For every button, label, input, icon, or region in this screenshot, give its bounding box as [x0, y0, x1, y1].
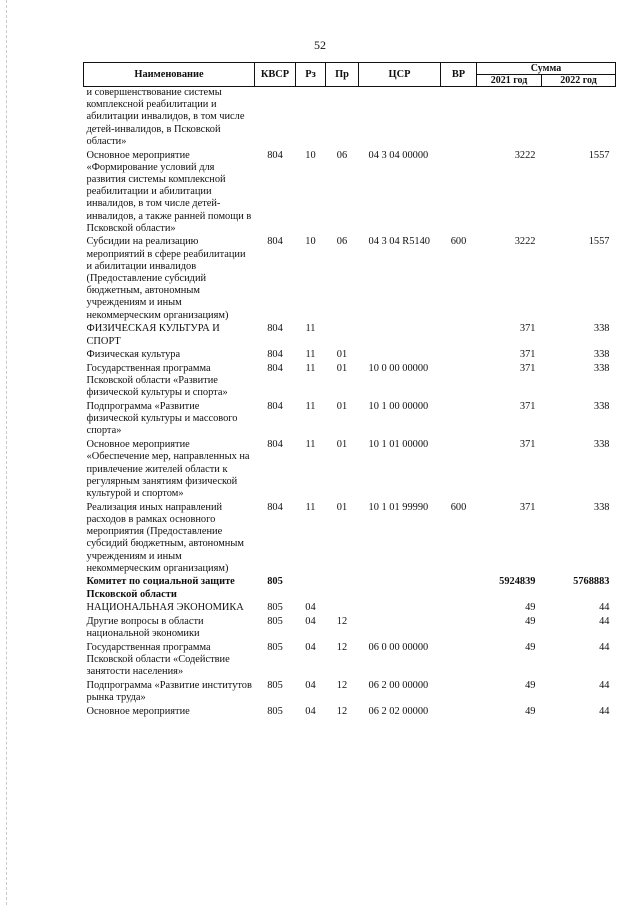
cell-vr — [441, 401, 477, 439]
cell-2021: 371 — [519, 323, 536, 335]
header-csr: ЦСР — [359, 63, 441, 87]
cell-2021: 49 — [525, 705, 536, 717]
cell-csr: 06 2 00 00000 — [368, 680, 429, 692]
cell-csr: 10 1 00 00000 — [368, 401, 429, 413]
cell-2022: 338 — [593, 349, 610, 361]
cell-csr: 06 2 02 00000 — [368, 705, 429, 717]
cell-2022: 44 — [599, 616, 610, 628]
cell-name: Подпрограмма «Развитие физической культуры и массового спорта» — [86, 401, 238, 437]
cell-2022: 338 — [593, 323, 610, 335]
cell-kvsr: 804 — [267, 362, 283, 374]
cell-name: Субсидии на реализацию мероприятий в сфере реабилитации и абилитации инвалидов (Предоставление субсидий бюджетным, автономным учреждениям и иным некоммерческим организациям) — [86, 236, 246, 321]
table-row — [84, 363, 616, 401]
cell-2021: 3222 — [514, 149, 536, 161]
cell-csr — [359, 602, 441, 616]
cell-kvsr: 804 — [267, 323, 283, 335]
cell-name: Основное мероприятие — [86, 705, 190, 717]
cell-csr: 10 1 01 99990 — [368, 501, 429, 513]
cell-csr: 10 0 00 00000 — [368, 362, 429, 374]
cell-rz: 04 — [305, 705, 316, 717]
cell-rz: 11 — [305, 323, 316, 335]
cell-rz — [296, 87, 326, 150]
cell-kvsr: 804 — [267, 149, 283, 161]
header-year-2021: 2021 год — [477, 75, 542, 87]
cell-2022: 338 — [593, 501, 610, 513]
table-row — [84, 616, 616, 642]
cell-kvsr: 804 — [267, 501, 283, 513]
cell-csr — [359, 616, 441, 642]
cell-kvsr: 804 — [267, 401, 283, 413]
cell-vr — [441, 680, 477, 706]
cell-kvsr: 804 — [267, 349, 283, 361]
cell-vr — [441, 363, 477, 401]
cell-pr: 01 — [336, 501, 348, 513]
cell-2021: 49 — [525, 680, 536, 692]
cell-2021: 3222 — [514, 236, 536, 248]
cell-name: Государственная программа Псковской области «Развитие физической культуры и спорта» — [86, 362, 228, 399]
cell-name: и совершенствование системы комплексной реабилитации и абилитации инвалидов, в том числе детей-инвалидов, в Псковской области» — [86, 87, 245, 147]
cell-rz: 10 — [305, 149, 316, 161]
cell-2022 — [542, 87, 616, 150]
header-kvsr: КВСР — [255, 63, 296, 87]
cell-2022: 338 — [593, 401, 610, 413]
header-name: Наименование — [84, 63, 255, 87]
cell-name: НАЦИОНАЛЬНАЯ ЭКОНОМИКА — [86, 602, 244, 614]
cell-2021 — [477, 87, 542, 150]
cell-vr — [441, 150, 477, 237]
cell-kvsr: 805 — [267, 616, 283, 628]
cell-name: Подпрограмма «Развитие институтов рынка труда» — [86, 680, 252, 704]
table-row — [84, 576, 616, 602]
cell-vr — [441, 616, 477, 642]
cell-pr — [326, 323, 359, 349]
cell-pr — [326, 576, 359, 602]
cell-rz: 11 — [305, 501, 316, 513]
cell-pr: 01 — [336, 439, 348, 451]
cell-2021: 371 — [519, 362, 536, 374]
cell-name: ФИЗИЧЕСКАЯ КУЛЬТУРА И СПОРТ — [86, 323, 220, 347]
cell-kvsr: 804 — [267, 439, 283, 451]
table-row — [84, 150, 616, 237]
cell-rz: 04 — [305, 680, 316, 692]
cell-name: Реализация иных направлений расходов в рамках основного мероприятия (Предоставление субсидий бюджетным, автономным учреждениям и иным некоммерческим организациям) — [86, 501, 244, 574]
cell-vr — [441, 576, 477, 602]
scan-left-edge — [0, 0, 7, 905]
cell-csr: 06 0 00 00000 — [368, 641, 429, 653]
cell-pr — [326, 602, 359, 616]
cell-vr — [441, 323, 477, 349]
cell-name: Другие вопросы в области национальной экономики — [86, 616, 204, 640]
cell-pr: 01 — [336, 401, 348, 413]
cell-rz: 04 — [305, 602, 316, 614]
cell-name: Основное мероприятие «Формирование условий для развития системы комплексной реабилитации и абилитации инвалидов, в том числе детей-инвалидов, а также ранней помощи в Псковской области» — [86, 149, 252, 234]
table-row — [84, 87, 616, 150]
header-year-2022: 2022 год — [542, 75, 616, 87]
cell-2022: 1557 — [588, 236, 610, 248]
cell-csr — [359, 323, 441, 349]
cell-rz: 10 — [305, 236, 316, 248]
cell-name: Государственная программа Псковской области «Содействие занятости населения» — [86, 641, 230, 678]
table-row — [84, 323, 616, 349]
cell-2021: 49 — [525, 602, 536, 614]
cell-2022: 338 — [593, 362, 610, 374]
cell-csr — [359, 576, 441, 602]
cell-kvsr: 805 — [267, 641, 283, 653]
table-row — [84, 680, 616, 706]
cell-pr: 06 — [336, 149, 348, 161]
header-pr: Пр — [326, 63, 359, 87]
table-row — [84, 602, 616, 616]
cell-pr: 12 — [336, 616, 348, 628]
table-body — [84, 87, 616, 720]
cell-2021: 371 — [519, 349, 536, 361]
cell-kvsr: 805 — [267, 680, 283, 692]
cell-kvsr: 805 — [267, 576, 283, 588]
cell-csr: 10 1 01 00000 — [368, 439, 429, 451]
cell-pr: 01 — [336, 349, 348, 361]
page-number: 52 — [314, 38, 326, 52]
cell-2022: 44 — [599, 680, 610, 692]
cell-2022: 44 — [599, 705, 610, 717]
cell-vr — [441, 706, 477, 720]
table-row — [84, 706, 616, 720]
table-row — [84, 439, 616, 502]
cell-rz: 04 — [305, 641, 316, 653]
table-row — [84, 236, 616, 323]
cell-2022: 1557 — [588, 149, 610, 161]
cell-vr — [441, 642, 477, 680]
cell-2022: 338 — [593, 439, 610, 451]
cell-pr: 12 — [336, 641, 348, 653]
cell-vr — [441, 602, 477, 616]
cell-2021: 371 — [519, 401, 536, 413]
cell-csr: 04 3 04 00000 — [368, 149, 429, 161]
cell-vr — [441, 87, 477, 150]
cell-2022: 44 — [599, 641, 610, 653]
table-row — [84, 349, 616, 363]
cell-kvsr: 805 — [267, 705, 283, 717]
cell-name: Основное мероприятие «Обеспечение мер, направленных на привлечение жителей области к регулярным занятиям физической культурой и спортом» — [86, 439, 250, 499]
cell-pr: 01 — [336, 362, 348, 374]
cell-2021: 371 — [519, 439, 536, 451]
cell-vr — [441, 439, 477, 502]
cell-csr — [359, 349, 441, 363]
cell-csr: 04 3 04 R5140 — [368, 236, 430, 248]
cell-kvsr — [255, 87, 296, 150]
cell-csr — [359, 87, 441, 150]
cell-name: Физическая культура — [86, 349, 181, 361]
cell-vr: 600 — [450, 501, 467, 513]
cell-2021: 49 — [525, 641, 536, 653]
cell-pr: 06 — [336, 236, 348, 248]
header-rz: Рз — [296, 63, 326, 87]
cell-pr — [326, 87, 359, 150]
cell-2021: 49 — [525, 616, 536, 628]
cell-2022: 44 — [599, 602, 610, 614]
cell-2021: 5924839 — [499, 576, 536, 588]
cell-rz: 04 — [305, 616, 316, 628]
cell-rz: 11 — [305, 401, 316, 413]
cell-kvsr: 805 — [267, 602, 283, 614]
cell-pr: 12 — [336, 680, 348, 692]
cell-vr — [441, 349, 477, 363]
table-row — [84, 401, 616, 439]
header-vr: ВР — [441, 63, 477, 87]
header-sum: Сумма — [477, 63, 616, 75]
table-row — [84, 502, 616, 577]
cell-vr: 600 — [450, 236, 467, 248]
budget-table — [83, 62, 616, 720]
cell-rz — [296, 576, 326, 602]
cell-2021: 371 — [519, 501, 536, 513]
cell-2022: 5768883 — [573, 576, 610, 588]
table-header — [84, 63, 616, 87]
cell-name: Комитет по социальной защите Псковской области — [86, 576, 235, 600]
cell-kvsr: 804 — [267, 236, 283, 248]
cell-rz: 11 — [305, 439, 316, 451]
cell-rz: 11 — [305, 362, 316, 374]
table-row — [84, 642, 616, 680]
cell-rz: 11 — [305, 349, 316, 361]
cell-pr: 12 — [336, 705, 348, 717]
